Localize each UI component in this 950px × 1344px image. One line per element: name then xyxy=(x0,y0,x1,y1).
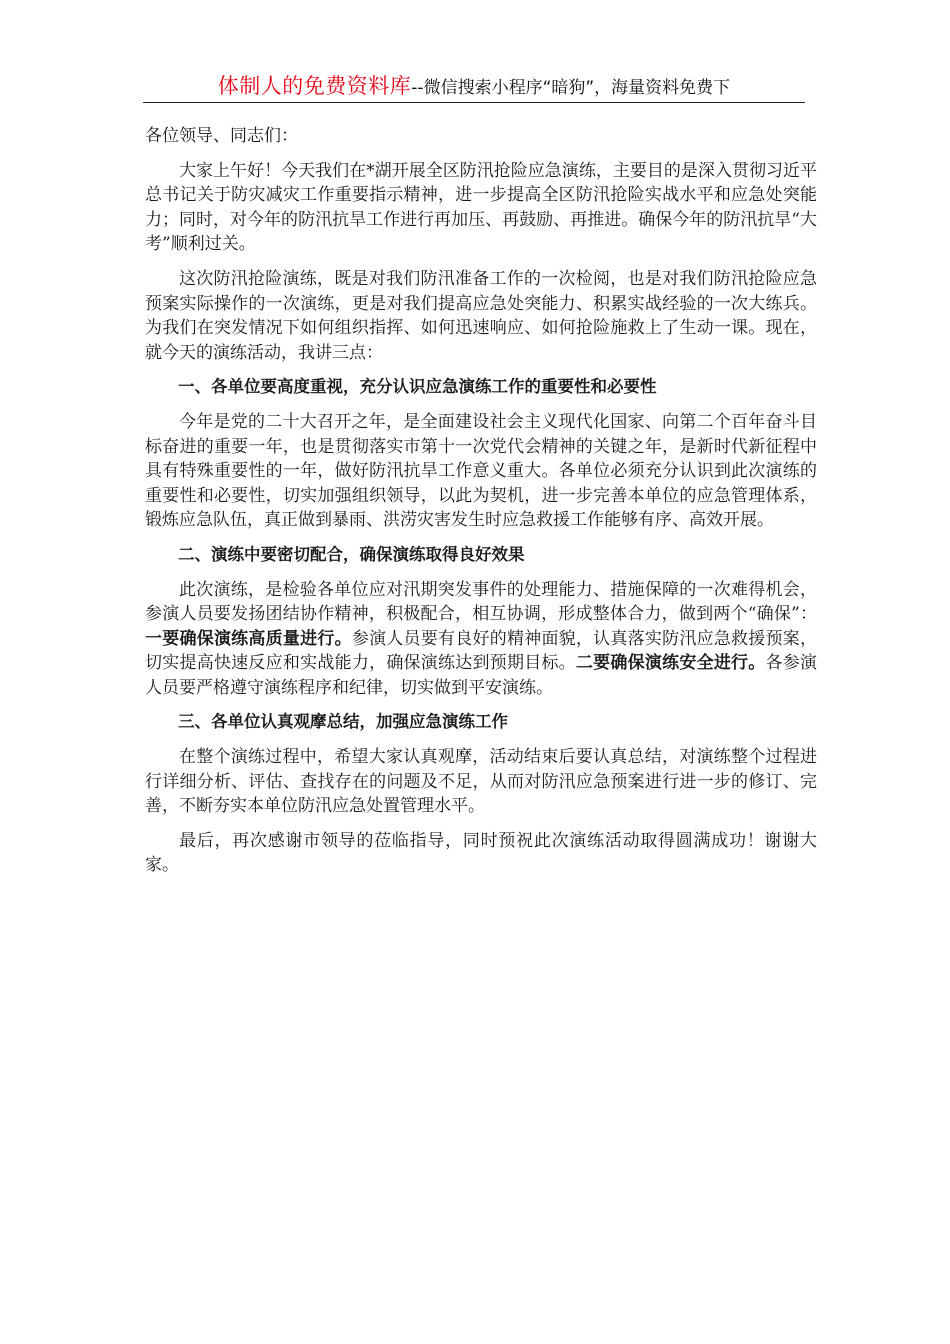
section-2-heading: 二、演练中要密切配合，确保演练取得良好效果 xyxy=(178,544,525,564)
document-body xyxy=(145,124,817,888)
section-2-text-1: 此次演练，是检验各单位应对汛期突发事件的处理能力、措施保障的一次难得机会，参演人员要发扬团结协作精神，积极配合，相互协调，形成整体合力，做到两个“确保”： xyxy=(145,579,817,625)
section-2-body xyxy=(145,578,817,701)
section-3-heading: 三、各单位认真观摩总结，加强应急演练工作 xyxy=(178,712,508,732)
closing-paragraph: 最后，再次感谢市领导的莅临指导，同时预祝此次演练活动取得圆满成功！谢谢大家。 xyxy=(145,830,817,876)
section-2-text-3: 各参演人员要严格遵守演练程序和纪律，切实做到平安演练。 xyxy=(145,653,818,698)
page-header xyxy=(143,70,805,103)
header-brand: 体制人的免费资料库 xyxy=(217,74,412,98)
section-1-heading: 一、各单位要高度重视，充分认识应急演练工作的重要性和必要性 xyxy=(178,377,657,397)
section-2-bold-2: 二要确保演练安全进行。 xyxy=(575,653,766,674)
greeting: 各位领导、同志们： xyxy=(145,126,298,146)
section-2-bold-1: 一要确保演练高质量进行。 xyxy=(145,628,352,649)
overview-paragraph: 这次防汛抢险演练，既是对我们防汛准备工作的一次检阅，也是对我们防汛抢险应急预案实际操作的一次演练，更是对我们提高应急处突能力、积累实战经验的一次大练兵。为我们在突发情况下如何组织指挥、如何迅速响应、如何抢险施救上了生动一课。现在，就今天的演练活动，我讲三点： xyxy=(145,268,817,363)
section-3-body: 在整个演练过程中，希望大家认真观摩，活动结束后要认真总结，对演练整个过程进行详细分析、评估、查找存在的问题及不足，从而对防汛应急预案进行进一步的修订、完善，不断夯实本单位防汛应急处置管理水平。 xyxy=(145,747,817,817)
intro-paragraph: 大家上午好！今天我们在*湖开展全区防汛抢险应急演练，主要目的是深入贯彻习近平总书记关于防灾减灾工作重要指示精神，进一步提高全区防汛抢险实战水平和应急处突能力；同时，对今年的防汛抗旱工作进行再加压、再鼓励、再推进。确保今年的防汛抗旱“大考”顺利过关。 xyxy=(145,160,817,255)
section-2-text-2: 参演人员要有良好的精神面貌，认真落实防汛应急救援预案，切实提高快速反应和实战能力，确保演练达到预期目标。 xyxy=(145,628,818,674)
section-1-body: 今年是党的二十大召开之年，是全面建设社会主义现代化国家、向第二个百年奋斗目标奋进的重要一年，也是贯彻落实市第十一次党代会精神的关键之年，是新时代新征程中具有特殊重要性的一年，做好防汛抗旱工作意义重大。各单位必须充分认识到此次演练的重要性和必要性，切实加强组织领导，以此为契机，进一步完善本单位的应急管理体系，锻炼应急队伍，真正做到暴雨、洪涝灾害发生时应急救援工作能够有序、高效开展。 xyxy=(145,411,817,531)
header-tagline: --微信搜索小程序“暗狗”，海量资料免费下 xyxy=(411,78,731,98)
